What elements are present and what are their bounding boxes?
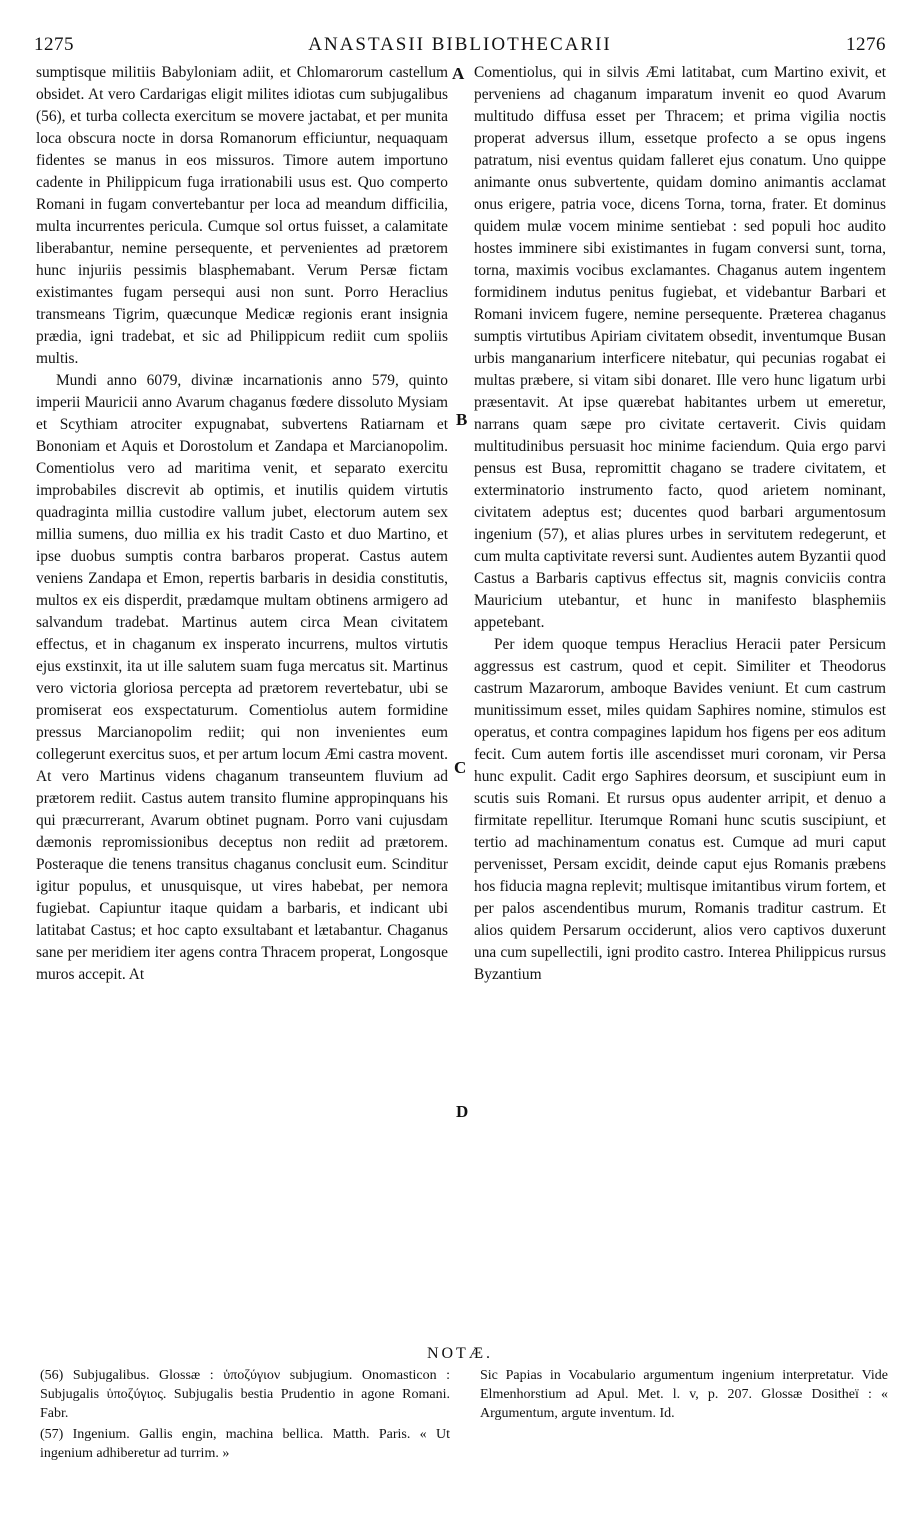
- note-57-continued: Sic Papias in Vocabulario argumentum ingenium interpretatur. Vide Elmenhorstium ad Apul. Met. l. v, p. 207. Glossæ Dositheï : « Argumentum, argute inventum. Id.: [480, 1368, 888, 1421]
- notes-left: [40, 1366, 450, 1463]
- left-paragraph-1: sumptisque militiis Babyloniam adiit, et Chlomarorum castellum obsidet. At vero Cardarigas eligit milites idiotas cum subjugalibus (56), et turba collecta exercitum se movere jactabat, et per munita loca obscura nocte in dorsa Romanorum efficiuntur, nequaquam fidentes se manus in eos missuros. Timore autem importuno cadente in Philippicum fuga irrationabili usus est. Quo comperto Romani in fugam convertebantur per loca ad meandum difficilia, multa incurrentes pericula. Cumque sol ortus fuisset, a calamitate liberabantur, nemine persequente, et pervenientes ad prætorem hunc injuriis pessimis blasphemabant. Verum Persæ fictam existimantes fugam persequi ausi non sunt. Porro Heraclius transmeans Tigrim, quæcunque Medicæ regionis erant insignia prædia, igni tradebat, et sic ad Philippicum rediit cum spoliis multis.: [36, 64, 448, 367]
- right-paragraph-1: Comentiolus, qui in silvis Æmi latitabat, cum Martino exivit, et perveniens ad chaganum imparatum invenit eo quod Avarum multitudo diffusa esset per Thracem; et prima vigilia noctis properat adversus illum, essetque profecto a se opus ingens patratum, nisi eventus quidam falleret ejus conatum. Uno quippe animante onus subvertente, quidam domino animantis acclamat onus erigere, patria voce, dicens Torna, torna, frater. Et dominus quidem mulæ vocem minime sentiebat : sed populi hoc audito hostes imminere sibi existimantes in fugam conversi sunt, torna, torna, maximis vocibus exclamantes. Chaganus autem ingentem formidinem indutus penitus fugiebat, et videbantur Barbari et Romani invicem fugere, nemine persequente. Præterea chaganus sumptis virtutibus Apiriam civitatem obsedit, inventumque Busan urbis manganarium interficere nitebatur, qui pecunias rogabat ei multas præbere, si vitam sibi donaret. Ille vero hunc ligatum urbi præsentavit. At ipse quærebat habitantes urbem ut emeretur, narrans quam sæpe pro civitate certaverit. Civis quidam multitudinibus persuasit hoc minime faciendum. Quia ergo parvi pensus est Busa, repromittit chagano se tradere civitatem, et exterminatorio instrumento facto, quod arietem nominant, civitatem adeptus est; ducentes quod barbari argumentosum ingenium (57), et alias plures urbes in servitutem redegerunt, et cum multa captivitate reversi sunt. Audientes autem Byzantii quod Castus a Barbaris captivus effectus sit, magnis conviciis contra Mauricium utebantur, et hunc in manifesto blasphemiis appetebant.: [474, 64, 886, 631]
- right-paragraph-2: Per idem quoque tempus Heraclius Heracii pater Persicum aggressus est castrum, quod et cepit. Similiter et Theodorus castrum Mazarorum, amboque Bavides veniunt. Et cum castrum munitissimum esset, miles quidam Saphires nomine, stimulos est operatus, et contra compagines lapidum hos figens per eos aditum fecit. Cum autem fortis ille ascendisset muri coronam, vir Persa hunc expulit. Cadit ergo Saphires deorsum, et suscipiunt eum in scutis suis Romani. Et rursus opus audenter arripit, et denuo a firmitate repellitur. Iterumque Romani hunc scutis suscipiunt, et tertio ad machinamentum conatus est. Cumque ad muri caput pervenisset, Persam excidit, deinde caput ejus Romanis præbens hos fiducia magna replevit; multisque imitantibus virum fortem, et per palos ascendentibus murum, Romanis traditur castrum. Et alios quidem Persarum occiderunt, alios vero captivos duxerunt una cum supellectili, igni prodito castro. Interea Philippicus rursus Byzantium: [474, 636, 886, 983]
- margin-marker-b: B: [456, 410, 468, 429]
- margin-marker-a: A: [452, 64, 465, 83]
- left-paragraph-2: Mundi anno 6079, divinæ incarnationis anno 579, quinto imperii Mauricii anno Avarum chaganus fœdere dissoluto Mysiam et Scythiam atrociter expugnabat, subvertens Ratiarnam et Bononiam et Aquis et Dorostolum et Zandapa et Marcianopolim. Comentiolus vero ad maritima venit, et separato exercitu improbabiles discrevit ab optimis, et inutilis quidem virtutis quadraginta millia custodire vallum jubet, electorum autem sex millia sumens, duo millia ex his tradit Casto et duo Martino, et ipse duobus sumptis contra barbaros properat. Castus autem veniens Zandapa et Emon, repertis barbaris in desidia constitutis, multos ex eis disperdit, prædamque multam obtinens armigero ad salvandum tradebat. Martinus autem circa Mean civitatem effectus, et in chaganum ex insperato incurrens, multos virtutis ejus exstinxit, ita ut ille salutem suam fuga mercatus sit. Martinus vero victoria gloriosa percepta ad prætorem revertebatur, ubi se promiserat eos exspectaturum. Comentiolus autem formidine pressus Marcianopolim rediit; qui non invenientes eum collegerunt exercitus suos, et per artum locum Æmi castra movent. At vero Martinus videns chaganum transeuntem fluvium ad prætorem rediit. Castus autem transito flumine appropinquans his qui præcurrerant, Avarum obtinet pugnam. Porro vani cujusdam dæmonis repromissionibus deceptus non rediit ad prætorem. Posteraque die tenens transitus chaganus conclusit eum. Scinditur igitur populus, et unusquisque, ut vires habebat, per nemora fugiebat. Capiuntur itaque quidam a barbaris, et indicant ubi latitabat Castus; et hoc capto exsultabant et lætabantur. Chaganus sane per meridiem iter agens contra Thracem properat, Longosque muros accepit. At: [36, 372, 448, 983]
- running-title: ANASTASII BIBLIOTHECARII: [308, 34, 612, 55]
- notes-right: [480, 1366, 888, 1423]
- margin-marker-c: C: [454, 758, 467, 777]
- page-number-left: 1275: [34, 34, 74, 55]
- right-column: [474, 62, 886, 986]
- note-56: (56) Subjugalibus. Glossæ : ὑποζύγιον subjugium. Onomasticon : Subjugalis ὑποζύγιος. Subjugalis bestia Prudentio in agone Romani. Fabr.: [40, 1368, 450, 1421]
- margin-marker-d: D: [456, 1102, 469, 1121]
- notes-title: NOTÆ.: [426, 1345, 494, 1362]
- left-column: [36, 62, 448, 986]
- page-number-right: 1276: [846, 34, 886, 55]
- note-57: (57) Ingenium. Gallis engin, machina bellica. Matth. Paris. « Ut ingenium adhiberetur ad turrim. »: [40, 1427, 450, 1461]
- running-header: [34, 34, 886, 58]
